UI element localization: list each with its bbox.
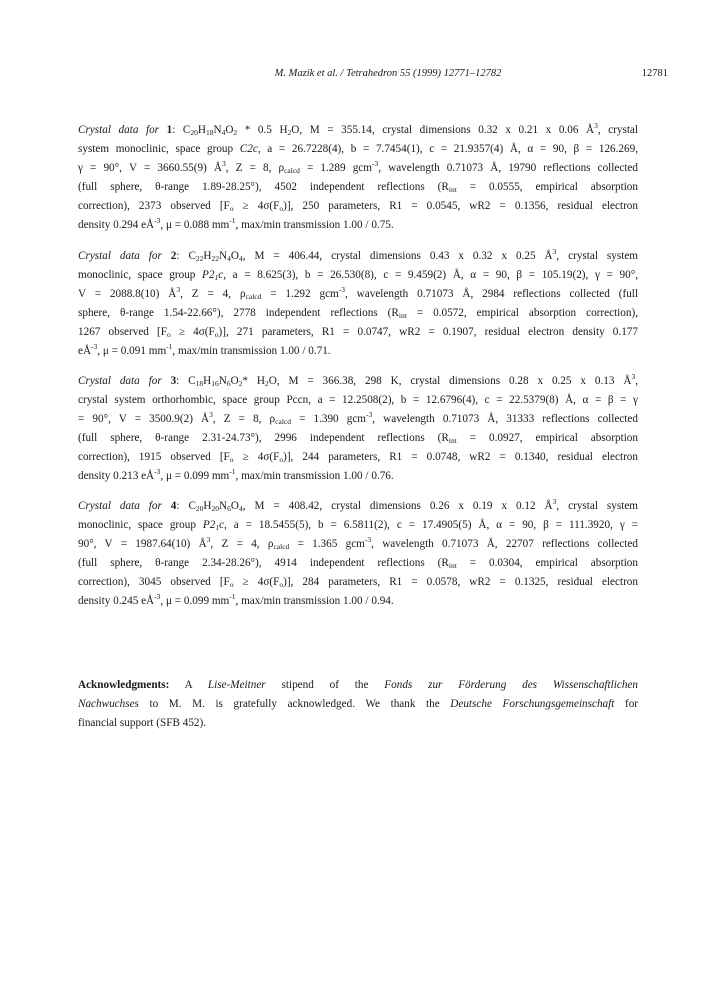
entry-line: $eÅ^{-3}$, μ = 0.091 $mm^{-1}$, max/min transmission 1.00 / 0.71. [78,342,331,358]
crystal-data-entry-4 [78,497,638,612]
compound-number: 1 [166,124,173,136]
entry-line: 90°, V = 1987.64(10) $Å^3$, Z = 4, $\rho_{calcd} = 1.365$ gcm$^{-3}$, wavelength 0.71073 Å, 22707 reflections collected [78,535,638,552]
ack-heading: Acknowledgments: [78,679,170,691]
crystal-data-entry-2 [78,247,638,362]
entry-line: correction), 2373 observed $[F_o \ge 4\sigma(F_o)]$, 250 parameters, R1 = 0.0545, wR2 = 0.1356, residual electron [78,200,638,214]
entry-lead: Crystal data for [78,124,160,136]
entry-line: γ = 90°, V = 3660.55(9) $Å^3$, Z = 8, $\rho_{calcd} = 1.289$ gcm$^{-3}$, wavelength 0.71073 Å, 19790 reflections collected [78,159,638,176]
entry-line: Crystal data for 2: $C_{22}H_{22}N_4O_4$, M = 406.44, crystal dimensions 0.43 x 0.32 x 0.25 $Å^3$, crystal system [78,247,639,263]
entry-lead: Crystal data for [78,375,162,387]
crystal-data-entry-1 [78,121,638,236]
entry-line: V = 2088.8(10) $Å^3$, Z = 4, $\rho_{calcd} = 1.292$ gcm$^{-3}$, wavelength 0.71073 Å, 2984 reflections collected (full [78,285,639,302]
entry-line: (full sphere, θ-range 1.89-28.25°), 4502 independent reflections ($R_{int} = 0.0555$, empirical absorption [78,181,638,195]
entry-line: sphere, θ-range 1.54-22.66°), 2778 independent reflections ($R_{int} = 0.0572$, empirical absorption correction), [78,307,638,321]
compound-number: 2 [170,250,177,262]
entry-line: monoclinic, space group $P2_1c$, a = 8.625(3), b = 26.530(8), c = 9.459(2) Å, α = 90, β = 105.19(2), γ = 90°, [78,269,638,283]
entry-line: = 90°, V = 3500.9(2) $Å^3$, Z = 8, $\rho_{calcd} = 1.390$ gcm$^{-3}$, wavelength 0.71073 Å, 31333 reflections collected [78,410,638,427]
entry-line: system monoclinic, space group C2c, a = 26.7228(4), b = 7.7454(1), c = 21.9357(4) Å, α = 90, β = 126.269, [78,143,639,156]
entry-line: Crystal data for 4: $C_{20}H_{20}N_6O_4$, M = 408.42, crystal dimensions 0.26 x 0.19 x 0.12 $Å^3$, crystal system [78,497,639,513]
entry-lead: Crystal data for [78,500,162,512]
entry-line: (full sphere, θ-range 2.31-24.73°), 2996 independent reflections ($R_{int} = 0.0927$, empirical absorption [78,432,638,446]
page-number: 12781 [641,68,668,79]
ack-line: Nachwuchses to M. M. is gratefully acknowledged. We thank the Deutsche Forschungsgemeinschaft for [78,698,639,711]
compound-number: 4 [170,500,177,512]
entry-line: monoclinic, space group $P2_1c$, a = 18.5455(5), b = 6.5811(2), c = 17.4905(5) Å, α = 90, β = 111.3920, γ = [78,519,638,533]
entry-line: crystal system orthorhombic, space group Pccn, a = 12.2508(2), b = 12.6796(4), c = 22.5379(8) Å, α = β = γ [78,394,638,407]
entry-line: Crystal data for 3: $C_{18}H_{16}N_6O_2*$ $H_2O$, M = 366.38, 298 K, crystal dimensions 0.28 x 0.25 x 0.13 $Å^3$, [78,372,638,388]
entry-line: (full sphere, θ-range 2.34-28.26°), 4914 independent reflections ($R_{int} = 0.0304$, empirical absorption [78,557,638,571]
compound-number: 3 [170,375,177,387]
ack-line: Acknowledgments: A Lise-Meitner stipend of the Fonds zur Förderung des Wissenschaftlichen [78,679,638,691]
entry-line: density 0.245 $eÅ^{-3}$, μ = 0.099 $mm^{-1}$, max/min transmission 1.00 / 0.94. [78,592,394,608]
entry-line: density 0.294 $eÅ^{-3}$, μ = 0.088 $mm^{-1}$, max/min transmission 1.00 / 0.75. [78,216,394,232]
running-head-citation: M. Mazik et al. / Tetrahedron 55 (1999) 12771–12782 [274,68,502,79]
entry-line: Crystal data for 1: $C_{20}H_{18}N_4O_2 * 0.5$ $H_2O$, M = 355.14, crystal dimensions 0.32 x 0.21 x 0.06 $Å^3$, crystal [78,121,639,137]
crystal-data-entry-3 [78,372,638,487]
entry-line: correction), 3045 observed $[F_o \ge 4\sigma(F_o)]$, 284 parameters, R1 = 0.0578, wR2 = 0.1325, residual electron [78,576,638,590]
entry-line: density 0.213 $eÅ^{-3}$, μ = 0.099 $mm^{-1}$, max/min transmission 1.00 / 0.76. [78,467,394,483]
entry-lead: Crystal data for [78,250,162,262]
entry-line: correction), 1915 observed $[F_o \ge 4\sigma(F_o)]$, 244 parameters, R1 = 0.0748, wR2 = 0.1340, residual electron [78,451,638,465]
running-head [108,68,668,82]
entry-line: 1267 observed $[F_o \ge 4\sigma(F_o)]$, 271 parameters, R1 = 0.0747, wR2 = 0.1907, residual electron density 0.177 [78,326,638,340]
acknowledgments [78,676,638,733]
ack-line: financial support (SFB 452). [78,717,207,730]
